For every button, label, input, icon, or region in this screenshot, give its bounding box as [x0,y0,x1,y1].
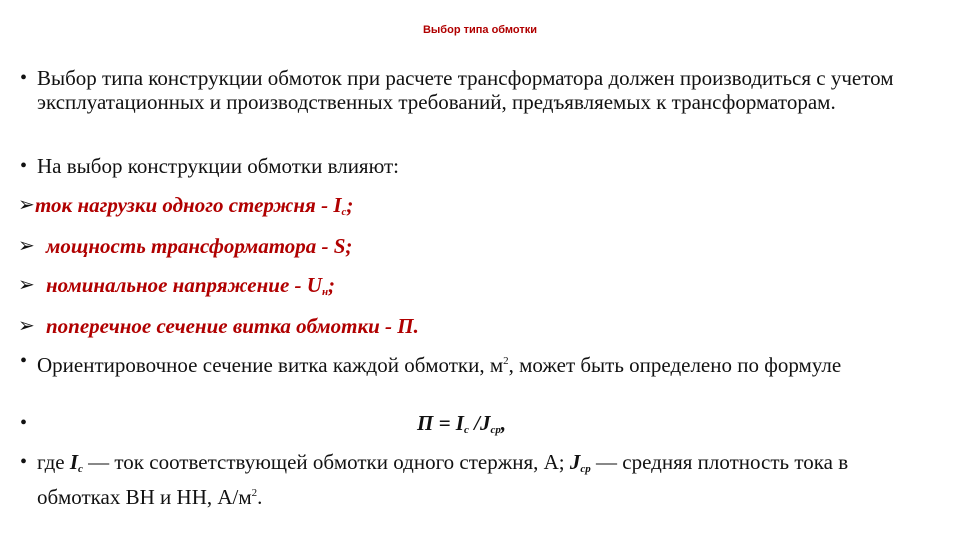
bullet-icon: • [20,451,28,473]
bullet-icon: • [20,155,28,177]
factor-item-voltage [18,273,933,304]
arrow-bullet-icon: ➢ [18,274,35,296]
paragraph-text: где $I_c$ — ток соответствующей обмотки одного стержня, А; $J_{ср}$ — средняя плотность тока в обмотках ВН и НН, $А/м^2$. [37,450,849,509]
factor-text: ток нагрузки одного стержня - $I_c$; [35,193,354,218]
bullet-item-3 [20,349,935,377]
factor-text: поперечное сечение витка обмотки - П. [46,314,419,338]
formula: $П = I_c$ $/J_{ср}$, [417,411,507,436]
factor-item-cross-section [18,314,933,338]
bullet-icon: • [20,67,28,89]
arrow-bullet-icon: ➢ [18,194,35,216]
bullet-icon: • [20,412,28,434]
paragraph-text: Выбор типа конструкции обмоток при расчете трансформатора должен производиться с учетом эксплуатационных и производственных требований, предъявляемых к трансформаторам. [37,66,894,114]
slide-title: Выбор типа обмотки [422,24,538,36]
arrow-bullet-icon: ➢ [18,315,35,337]
bullet-icon: • [20,350,28,372]
bullet-item-4 [20,450,935,509]
factor-item-power [18,234,933,258]
factor-text: мощность трансформатора - S; [46,234,353,258]
paragraph-text: Ориентировочное сечение витка каждой обмотки, $м^2$, может быть определено по формуле [37,353,842,377]
arrow-bullet-icon: ➢ [18,235,35,257]
factor-text: номинальное напряжение - $U_н$; [46,273,336,298]
paragraph-text: На выбор конструкции обмотки влияют: [37,154,400,178]
bullet-item-2 [20,154,935,178]
factor-item-load-current [18,193,933,224]
bullet-item-1 [20,66,935,114]
